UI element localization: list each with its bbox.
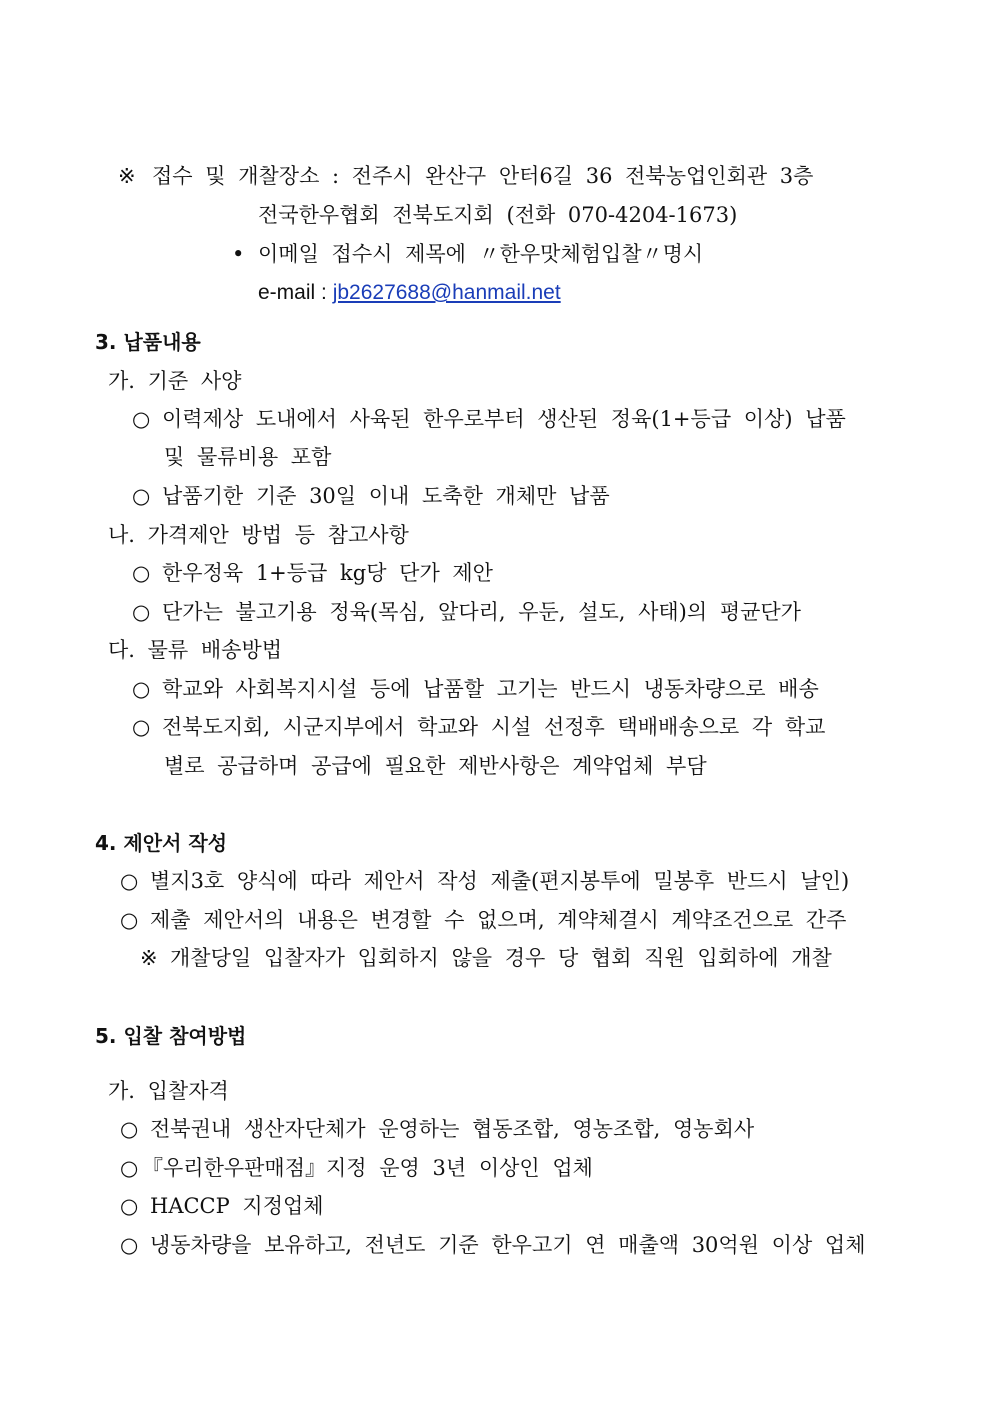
- notice-email-line: e-mail : jb2627688@hanmail.net: [258, 281, 561, 304]
- section-5-title: 5. 입찰 참여방법: [95, 1024, 247, 1048]
- reference-mark-icon: ※: [118, 164, 136, 188]
- section-5a-title: 가. 입찰자격: [108, 1079, 229, 1103]
- section-5-item-3: ○ HACCP 지정업체: [120, 1191, 324, 1221]
- section-4-title: 4. 제안서 작성: [95, 831, 228, 855]
- circle-bullet-icon: ○: [132, 677, 151, 701]
- section-3b-item-1: ○ 한우정육 1+등급 kg당 단가 제안: [132, 558, 493, 588]
- section-3a-item-2: ○ 납품기한 기준 30일 이내 도축한 개체만 납품: [132, 481, 610, 511]
- section-3c-item-2-cont: 별로 공급하며 공급에 필요한 제반사항은 계약업체 부담: [164, 754, 707, 778]
- circle-bullet-icon: ○: [132, 407, 151, 431]
- section-3b-item-2: ○ 단가는 불고기용 정육(목심, 앞다리, 우둔, 설도, 사태)의 평균단가: [132, 597, 801, 627]
- reference-mark-icon: ※: [140, 946, 158, 970]
- section-3a-title: 가. 기준 사양: [108, 369, 242, 393]
- circle-bullet-icon: ○: [120, 1194, 139, 1218]
- section-4-item-1: ○ 별지3호 양식에 따라 제안서 작성 제출(편지봉투에 밀봉후 반드시 날인): [120, 866, 849, 896]
- section-3a-item-1: ○ 이력제상 도내에서 사육된 한우로부터 생산된 정육(1+등급 이상) 납품: [132, 404, 846, 434]
- circle-bullet-icon: ○: [120, 1156, 139, 1180]
- email-link[interactable]: jb2627688@hanmail.net: [332, 281, 561, 304]
- circle-bullet-icon: ○: [120, 908, 139, 932]
- circle-bullet-icon: ○: [132, 484, 151, 508]
- notice-line-1: ※ 접수 및 개찰장소 : 전주시 완산구 안터6길 36 전북농업인회관 3층: [118, 161, 813, 191]
- circle-bullet-icon: ○: [120, 869, 139, 893]
- section-5-item-2: ○ 『우리한우판매점』지정 운영 3년 이상인 업체: [120, 1153, 593, 1183]
- circle-bullet-icon: ○: [132, 715, 151, 739]
- section-3b-title: 나. 가격제안 방법 등 참고사항: [108, 523, 409, 547]
- section-5-item-1: ○ 전북권내 생산자단체가 운영하는 협동조합, 영농조합, 영농회사: [120, 1114, 754, 1144]
- notice-line-3: • 이메일 접수시 제목에 〃한우맛체험입찰〃명시: [232, 239, 703, 269]
- circle-bullet-icon: ○: [132, 600, 151, 624]
- bullet-icon: •: [232, 242, 245, 266]
- section-3c-title: 다. 물류 배송방법: [108, 638, 283, 662]
- section-3-title: 3. 납품내용: [95, 330, 201, 354]
- circle-bullet-icon: ○: [120, 1117, 139, 1141]
- section-3c-item-1: ○ 학교와 사회복지시설 등에 납품할 고기는 반드시 냉동차량으로 배송: [132, 674, 819, 704]
- section-3c-item-2: ○ 전북도지회, 시군지부에서 학교와 시설 선정후 택배배송으로 각 학교: [132, 712, 825, 742]
- notice-line-2: 전국한우협회 전북도지회 (전화 070-4204-1673): [258, 203, 738, 227]
- section-5-item-4: ○ 냉동차량을 보유하고, 전년도 기준 한우고기 연 매출액 30억원 이상 업체: [120, 1230, 865, 1260]
- circle-bullet-icon: ○: [132, 561, 151, 585]
- section-3a-item-1-cont: 및 물류비용 포함: [164, 445, 332, 469]
- section-4-note: ※ 개찰당일 입찰자가 입회하지 않을 경우 당 협회 직원 입회하에 개찰: [140, 943, 832, 973]
- section-4-item-2: ○ 제출 제안서의 내용은 변경할 수 없으며, 계약체결시 계약조건으로 간주: [120, 905, 846, 935]
- circle-bullet-icon: ○: [120, 1233, 139, 1257]
